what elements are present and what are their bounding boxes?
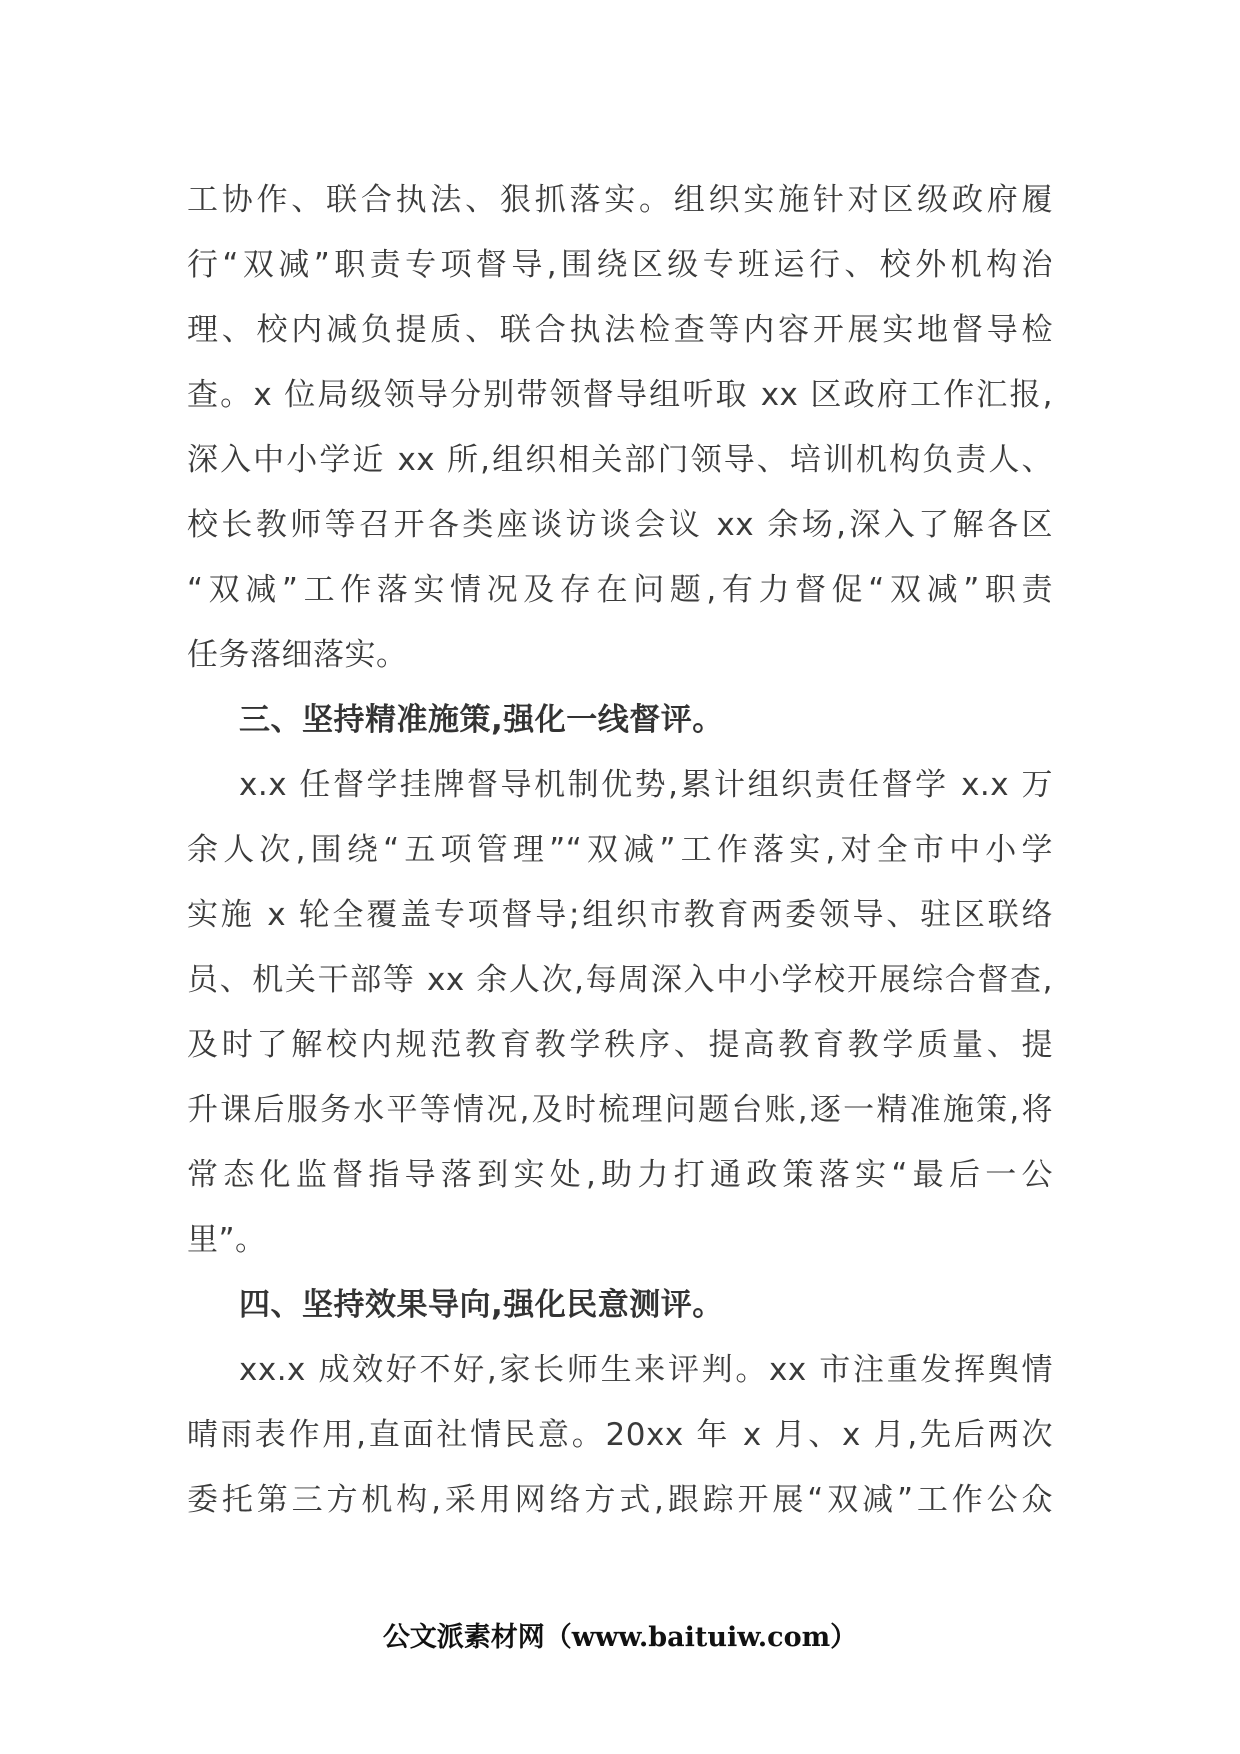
paragraph-line: 理、校内减负提质、联合执法检查等内容开展实地督导检 [187,312,1053,348]
paragraph-line: 余人次,围绕“五项管理”“双减”工作落实,对全市中小学 [187,832,1053,868]
paragraph-line: xx.x 成效好不好,家长师生来评判。xx 市注重发挥舆情 [239,1352,1053,1388]
paragraph-line: 行“双减”职责专项督导,围绕区级专班运行、校外机构治 [187,247,1053,283]
paragraph-line: 查。x 位局级领导分别带领督导组听取 xx 区政府工作汇报, [187,377,1053,413]
paragraph-line: x.x 任督学挂牌督导机制优势,累计组织责任督学 x.x 万 [239,767,1053,803]
paragraph-line: 校长教师等召开各类座谈访谈会议 xx 余场,深入了解各区 [187,507,1053,543]
section-heading: 四、坚持效果导向,强化民意测评。 [239,1287,724,1323]
paragraph-line: 员、机关干部等 xx 余人次,每周深入中小学校开展综合督查, [187,962,1053,998]
paragraph-line: 升课后服务水平等情况,及时梳理问题台账,逐一精准施策,将 [187,1092,1053,1128]
section-heading: 三、坚持精准施策,强化一线督评。 [239,702,724,738]
paragraph-line: “双减”工作落实情况及存在问题,有力督促“双减”职责 [187,572,1053,608]
paragraph-line: 晴雨表作用,直面社情民意。20xx 年 x 月、x 月,先后两次 [187,1417,1053,1453]
document-body [187,168,1053,1533]
paragraph-line: 及时了解校内规范教育教学秩序、提高教育教学质量、提 [187,1027,1053,1063]
footer-watermark: 公文派素材网（www.baituiw.com） [382,1622,858,1653]
paragraph-line: 实施 x 轮全覆盖专项督导;组织市教育两委领导、驻区联络 [187,897,1053,933]
paragraph-line: 委托第三方机构,采用网络方式,跟踪开展“双减”工作公众 [187,1482,1053,1518]
paragraph-line: 工协作、联合执法、狠抓落实。组织实施针对区级政府履 [187,182,1053,218]
paragraph-line: 里”。 [187,1222,267,1258]
paragraph-line: 深入中小学近 xx 所,组织相关部门领导、培训机构负责人、 [187,442,1053,478]
paragraph-line: 任务落细落实。 [187,637,408,673]
paragraph-line: 常态化监督指导落到实处,助力打通政策落实“最后一公 [187,1157,1053,1193]
